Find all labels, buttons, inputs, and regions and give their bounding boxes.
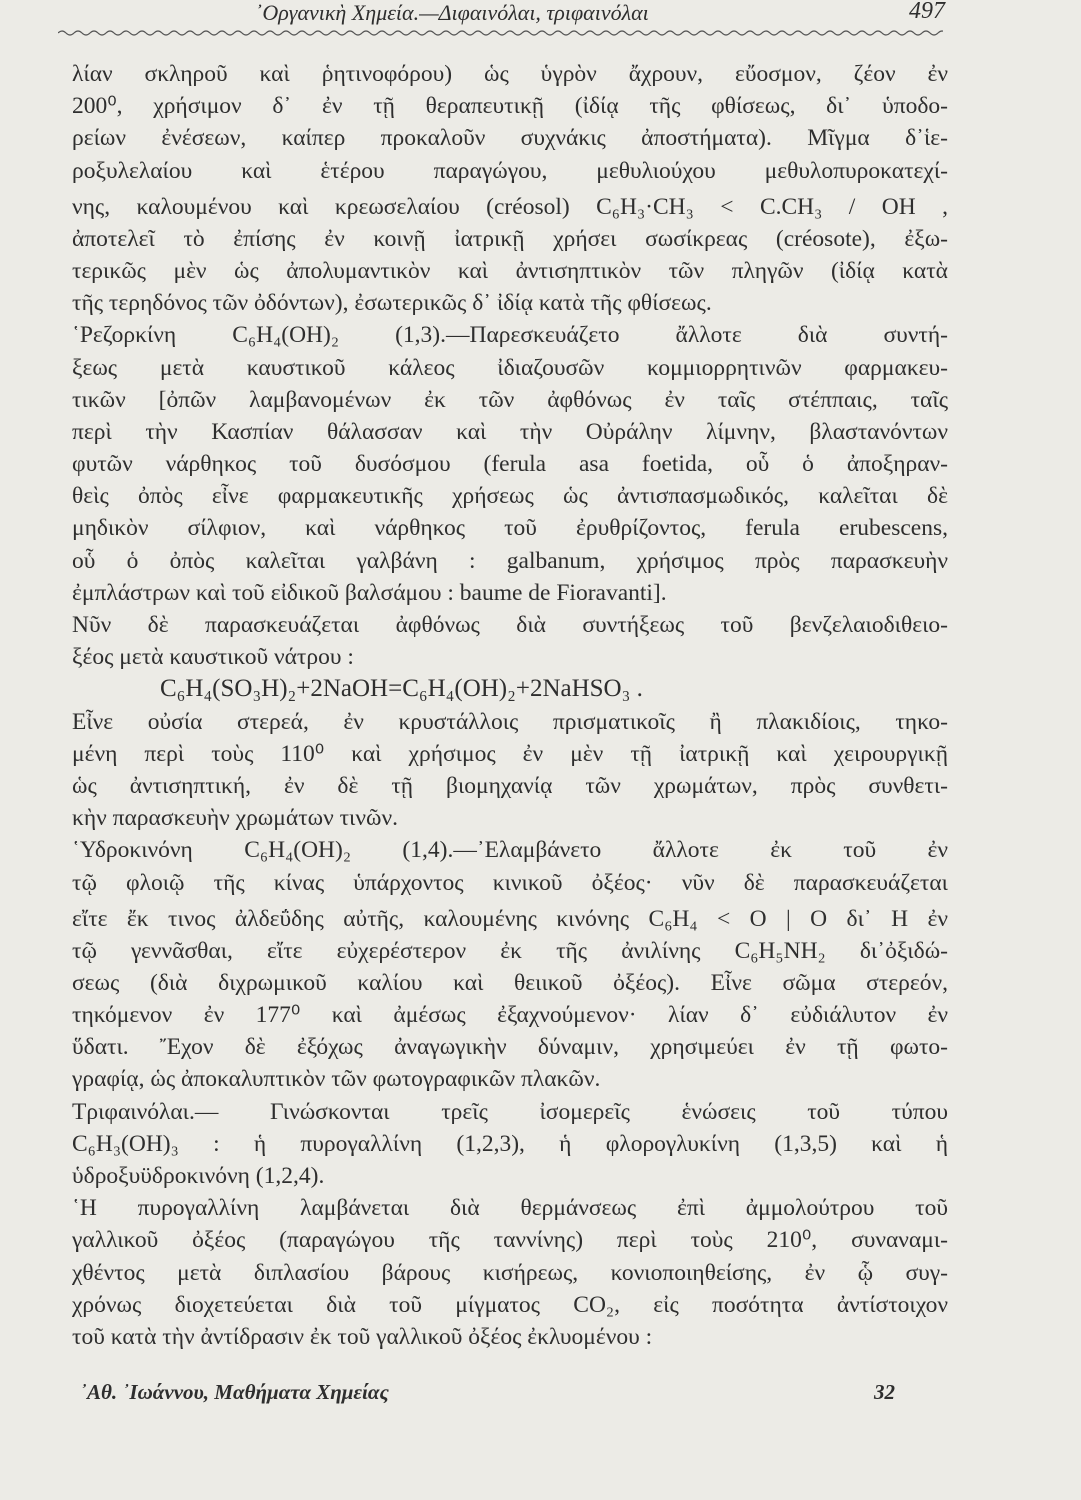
text-line: κὴν παρασκευὴν χρωμάτων τινῶν.	[72, 805, 398, 832]
text-line: τῷ γεννᾶσθαι, εἴτε εὐχερέστερον ἐκ τῆς ἀνιλίνης C₆H₅NH₂ δι᾿ὀξιδώ-	[72, 937, 948, 964]
footer-sheet-number: 32	[874, 1380, 895, 1404]
text-line: ὕδατι. Ἔχον δὲ ἐξόχως ἀναγωγικὴν δύναμιν, χρησιμεύει ἐν τῇ φωτο-	[72, 1034, 948, 1061]
running-title: ᾿Οργανικὴ Χημεία.—Διφαινόλαι, τριφαινόλαι	[255, 0, 649, 25]
text-line: ὡς ἀντισηπτική, ἐν δὲ τῇ βιομηχανίᾳ τῶν χρωμάτων, πρὸς συνθετι-	[72, 772, 948, 799]
text-line: φυτῶν νάρθηκος τοῦ δυσόσμου (ferula asa foetida, οὗ ὁ ἀποξηραν-	[72, 451, 948, 478]
text-line: ρείων ἐνέσεων, καίπερ προκαλοῦν συχνάκις ἀποστήματα). Μῖγμα δ᾿ἱε-	[72, 125, 948, 152]
text-line: θεὶς ὀπὸς εἶνε φαρμακευτικῆς χρήσεως ὡς ἀντισπασμωδικός, καλεῖται δὲ	[72, 483, 948, 510]
text-line: ῾Η πυρογαλλίνη λαμβάνεται διὰ θερμάνσεως ἐπὶ ἀμμολούτρου τοῦ	[72, 1195, 948, 1222]
page-body	[72, 58, 948, 1353]
text-line: σεως (διὰ διχρωμικοῦ καλίου καὶ θειικοῦ ὀξέος). Εἶνε σῶμα στερεόν,	[72, 969, 948, 996]
text-line: λίαν σκληροῦ καὶ ῥητινοφόρου) ὡς ὑγρὸν ἄχρουν, εὔοσμον, ζέον ἐν	[72, 61, 948, 87]
text-line: Νῦν δὲ παρασκευάζεται ἀφθόνως διὰ συντήξεως τοῦ βενζελαιοδιθειο-	[72, 612, 948, 638]
formula-line-quinone: εἴτε ἔκ τινος ἀλδεΰδης αὐτῆς, καλουμένης κινόνης C₆H₄ < O | O δι᾿ H ἐν	[72, 905, 948, 932]
text-line: 200⁰, χρήσιμον δ᾿ ἐν τῇ θεραπευτικῇ (ἰδίᾳ τῆς φθίσεως, δι᾿ ὑποδο-	[72, 93, 948, 120]
page-footer	[80, 1380, 895, 1410]
text-line: ὑδροξυϋδροκινόνη (1,2,4).	[72, 1163, 325, 1189]
page-number: 497	[909, 0, 945, 24]
text-line: ροξυλελαίου καὶ ἑτέρου παραγώγου, μεθυλιούχου μεθυλοπυροκατεχί-	[72, 157, 948, 184]
section-resorcinol: ῾Ρεζορκίνη C₆H₄(OH)₂ (1,3).—Παρεσκευάζετο ἄλλοτε διὰ συντή-	[72, 322, 948, 349]
section-triphenols: Τριφαινόλαι.— Γινώσκονται τρεῖς ἰσομερεῖς ἑνώσεις τοῦ τύπου	[72, 1098, 948, 1125]
text-line: μηδικὸν σίλφιον, καὶ νάρθηκος τοῦ ἐρυθρίζοντος, ferula erubescens,	[72, 515, 948, 542]
text-line: Εἶνε οὐσία στερεά, ἐν κρυστάλλοις πρισματικοῖς ἢ πλακιδίοις, τηκο-	[72, 708, 948, 735]
text-line: τικῶν [ὀπῶν λαμβανομένων ἐκ τῶν ἀφθόνως ἐν ταῖς στέππαις, ταῖς	[72, 386, 948, 413]
formula-line-creosol: νης, καλουμένου καὶ κρεωσελαίου (créosol) C₆H₃·CH₃ < C.CH₃ / OH ,	[72, 193, 948, 220]
text-line: τῆς τερηδόνος τῶν ὀδόντων), ἐσωτερικῶς δ᾿ ἰδίᾳ κατὰ τῆς φθίσεως.	[72, 290, 712, 317]
text-line: γαλλικοῦ ὀξέος (παραγώγου τῆς ταννίνης) περὶ τοὺς 210⁰, συναναμι-	[72, 1227, 948, 1254]
section-hydroquinone: ῾Υδροκινόνη C₆H₄(OH)₂ (1,4).—᾿Ελαμβάνετο ἄλλοτε ἐκ τοῦ ἐν	[72, 837, 948, 864]
text-line: περὶ τὴν Κασπίαν θάλασσαν καὶ τὴν Οὐράλην λίμνην, βλαστανόντων	[72, 418, 948, 445]
text-line: C₆H₃(OH)₃ : ἡ πυρογαλλίνη (1,2,3), ἡ φλορογλυκίνη (1,3,5) καὶ ἡ	[72, 1130, 948, 1157]
reaction-equation: C₆H₄(SO₃H)₂+2NaOH=C₆H₄(OH)₂+2NaHSO₃ .	[160, 675, 643, 703]
text-line: τηκόμενον ἐν 177⁰ καὶ ἀμέσως ἐξαχνούμενον· λίαν δ᾿ εὐδιάλυτον ἐν	[72, 1002, 948, 1029]
text-line: ἐμπλάστρων καὶ τοῦ εἰδικοῦ βαλσάμου : baume de Fioravanti].	[72, 579, 667, 606]
text-line: χρόνως διοχετεύεται διὰ τοῦ μίγματος CO₂, εἰς ποσότητα ἀντίστοιχον	[72, 1291, 948, 1318]
footer-author: ᾿Αθ. ᾿Ιωάννου, Μαθήματα Χημείας	[80, 1380, 389, 1404]
text-line: μένη περὶ τοὺς 110⁰ καὶ χρήσιμος ἐν μὲν τῇ ἰατρικῇ καὶ χειρουργικῇ	[72, 740, 948, 767]
text-line: τερικῶς μὲν ὡς ἀπολυμαντικὸν καὶ ἀντισηπτικὸν τῶν πληγῶν (ἰδίᾳ κατὰ	[72, 257, 948, 284]
text-line: χθέντος μετὰ διπλασίου βάρους κισήρεως, κονιοποιηθείσης, ἐν ᾧ συγ-	[72, 1259, 948, 1286]
text-line: γραφίᾳ, ὡς ἀποκαλυπτικὸν τῶν φωτογραφικῶν πλακῶν.	[72, 1066, 601, 1093]
text-line: ξεως μετὰ καυστικοῦ κάλεος ἰδιαζουσῶν κομμιορρητινῶν φαρμακευ-	[72, 354, 948, 381]
text-line: τοῦ κατὰ τὴν ἀντίδρασιν ἐκ τοῦ γαλλικοῦ ὀξέος ἐκλυομένου :	[72, 1323, 653, 1350]
text-line: ἀποτελεῖ τὸ ἐπίσης ἐν κοινῇ ἰατρικῇ χρήσει σωσίκρεας (créosote), ἐξω-	[72, 225, 948, 252]
text-line: τῷ φλοιῷ τῆς κίνας ὑπάρχοντος κινικοῦ ὀξέος· νῦν δὲ παρασκευάζεται	[72, 869, 948, 896]
text-line: οὗ ὁ ὀπὸς καλεῖται γαλβάνη : galbanum, χρήσιμος πρὸς παρασκευὴν	[72, 547, 948, 574]
text-line: ξέος μετὰ καυστικοῦ νάτρου :	[72, 644, 354, 671]
header-rule	[58, 27, 943, 39]
